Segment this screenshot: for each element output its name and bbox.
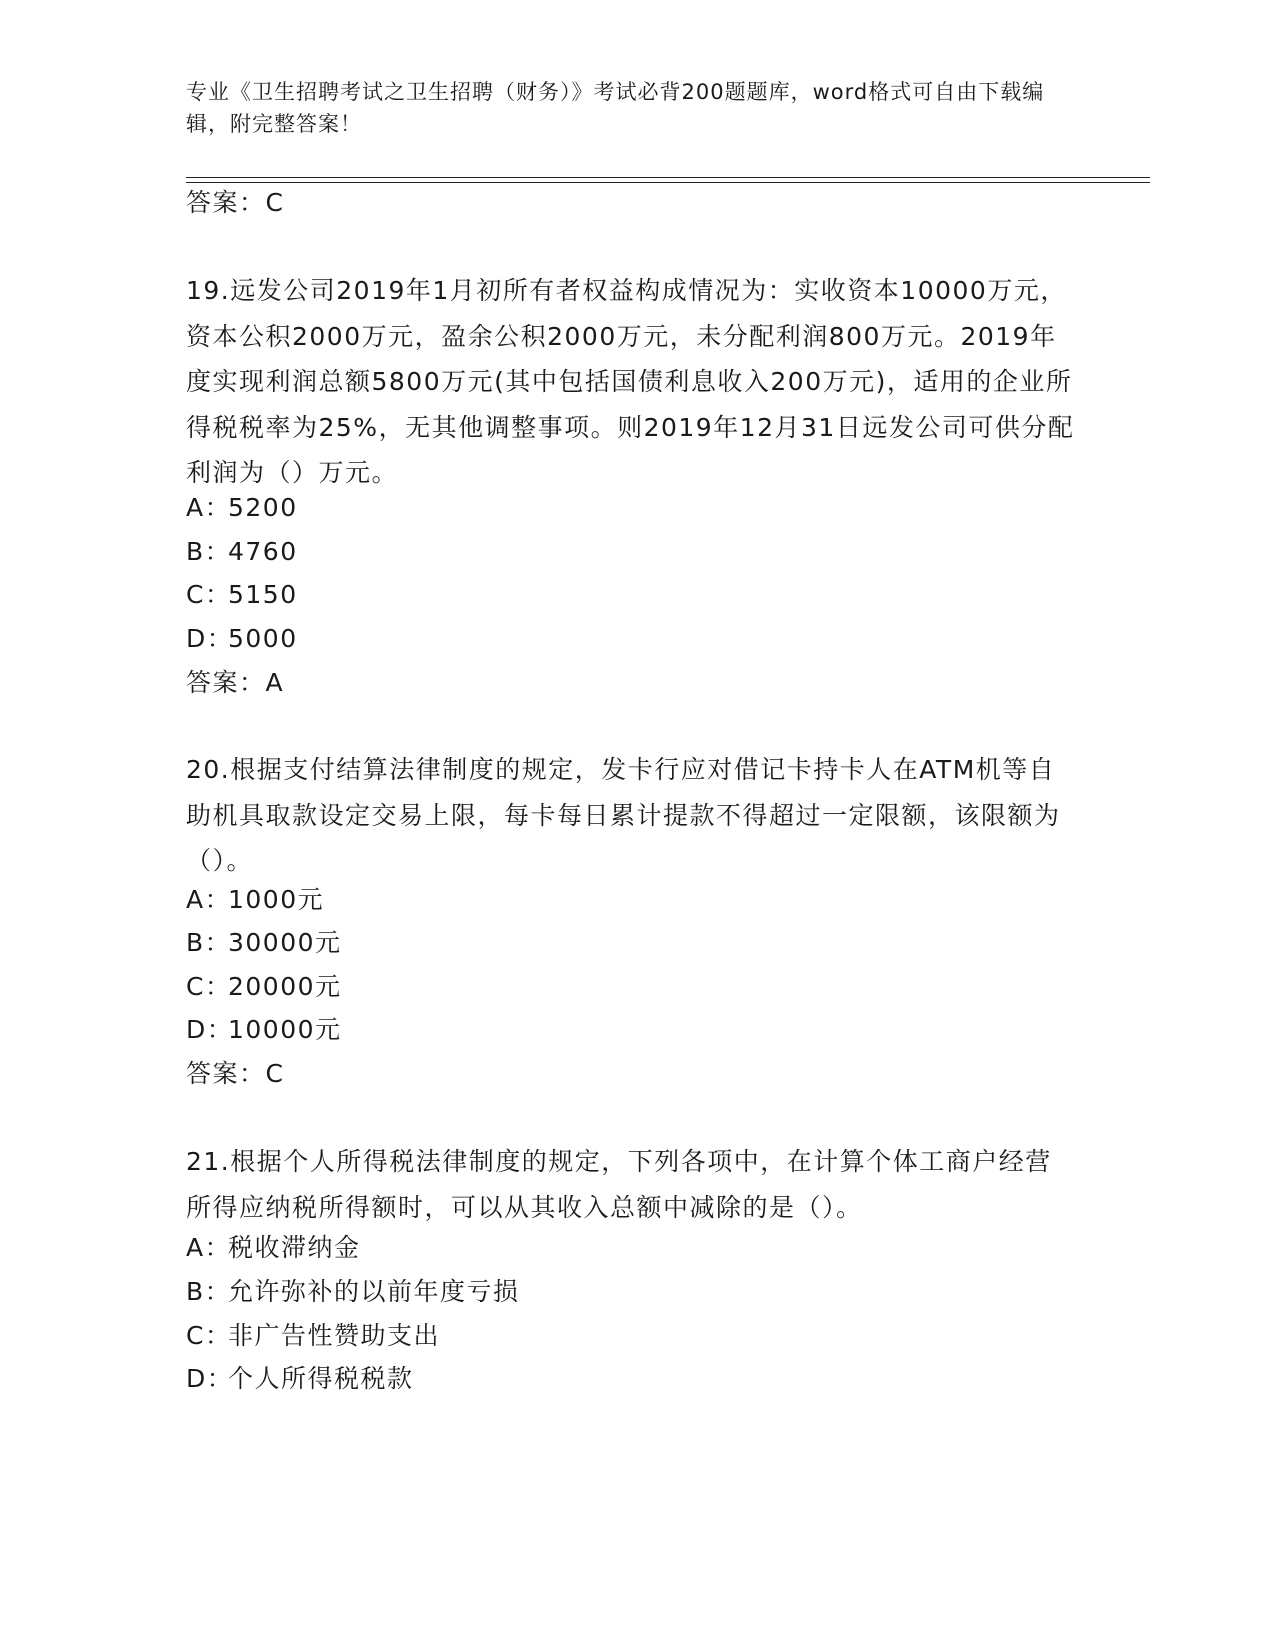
option-key: B： [186, 928, 232, 957]
q21-option-c [186, 1316, 440, 1356]
option-key: A： [186, 493, 232, 522]
option-value: 5150 [228, 580, 298, 609]
q20-option-a [186, 880, 324, 920]
question-21-text: 21.根据个人所得税法律制度的规定，下列各项中，在计算个体工商户经营所得应纳税所得额时，可以从其收入总额中减除的是（）。 [186, 1147, 1052, 1222]
option-value: 允许弥补的以前年度亏损 [228, 1277, 520, 1306]
option-key: B： [186, 537, 232, 566]
header-rule-top [186, 177, 1150, 178]
option-key: C： [186, 1321, 232, 1350]
q21-option-b [186, 1272, 520, 1312]
option-key: B： [186, 1277, 232, 1306]
q19-answer: 答案：A [186, 668, 285, 697]
q19-option-d [186, 619, 298, 659]
q19-option-b [186, 532, 298, 572]
option-key: C： [186, 580, 232, 609]
option-value: 10000元 [228, 1015, 342, 1044]
option-key: A： [186, 885, 232, 914]
option-value: 1000元 [228, 885, 325, 914]
option-key: A： [186, 1233, 232, 1262]
q21-option-d [186, 1359, 414, 1399]
option-value: 5200 [228, 493, 298, 522]
option-value: 税收滞纳金 [228, 1233, 361, 1262]
option-key: D： [186, 1015, 234, 1044]
q19-option-a [186, 488, 298, 528]
option-key: C： [186, 972, 232, 1001]
option-value: 30000元 [228, 928, 342, 957]
option-key: D： [186, 624, 234, 653]
document-header: 专业《卫生招聘考试之卫生招聘（财务）》考试必背200题题库，word格式可自由下载编辑，附完整答案！ [186, 80, 1045, 136]
q21-option-a [186, 1228, 361, 1268]
q20-option-d [186, 1010, 342, 1050]
question-20-text: 20.根据支付结算法律制度的规定，发卡行应对借记卡持卡人在ATM机等自助机具取款设定交易上限，每卡每日累计提款不得超过一定限额，该限额为（）。 [186, 755, 1061, 876]
previous-answer: 答案：C [186, 188, 285, 217]
question-19-text: 19.远发公司2019年1月初所有者权益构成情况为：实收资本10000万元，资本公积2000万元，盈余公积2000万元，未分配利润800万元。2019年度实现利润总额5800万元(其中包括国债利息收入200万元)，适用的企业所得税税率为25%，无其他调整事项。则2019年12月31日远发公司可供分配利润为（）万元。 [186, 276, 1075, 488]
q20-answer: 答案：C [186, 1059, 285, 1088]
option-value: 5000 [228, 624, 298, 653]
q20-option-b [186, 923, 342, 963]
header-rule-bottom [186, 182, 1150, 183]
option-value: 个人所得税税款 [228, 1364, 414, 1393]
option-value: 4760 [228, 537, 298, 566]
option-value: 非广告性赞助支出 [228, 1321, 441, 1350]
q20-option-c [186, 967, 342, 1007]
option-value: 20000元 [228, 972, 342, 1001]
q19-option-c [186, 575, 298, 615]
option-key: D： [186, 1364, 234, 1393]
